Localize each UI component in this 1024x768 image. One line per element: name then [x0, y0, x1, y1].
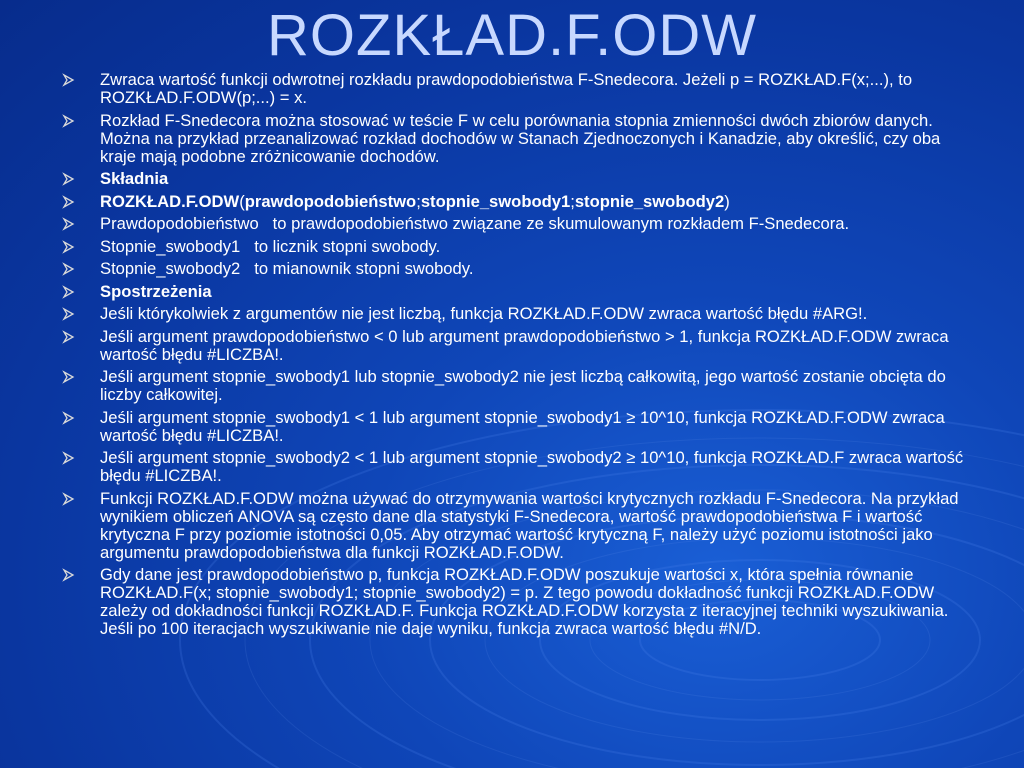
bullet-item-syntax — [62, 193, 967, 211]
bullet-item — [62, 305, 967, 323]
chevron-arrow-icon — [62, 330, 76, 344]
bullet-item — [62, 328, 967, 364]
chevron-arrow-icon — [62, 240, 76, 254]
argument-term: Stopnie_swobody2 — [100, 259, 241, 278]
bullet-text: Funkcji ROZKŁAD.F.ODW można używać do otrzymywania wartości krytycznych rozkładu F-Snedecora. Na przykład wynikiem obliczeń ANOVA są często dane dla statystyki F-Snedecora, wartość prawdopodobieństwa F i wartość krytyczna F przy poziomie istotności 0,05. Aby otrzymać wartość krytyczną F, należy użyć poziomu istotności jako argumentu prawdopodobieństwa dla funkcji ROZKŁAD.F.ODW. — [100, 488, 959, 562]
chevron-arrow-icon — [62, 285, 76, 299]
chevron-arrow-icon — [62, 568, 76, 582]
bullet-item — [62, 368, 967, 404]
bullet-text: Jeśli argument stopnie_swobody2 < 1 lub argument stopnie_swobody2 ≥ 10^10, funkcja ROZKŁAD.F zwraca wartość błędu #LICZBA!. — [100, 448, 964, 485]
chevron-arrow-icon — [62, 172, 76, 186]
argument-description: to licznik stopni swobody. — [254, 236, 441, 256]
argument-description: to prawdopodobieństwo związane ze skumulowanym rozkładem F-Snedecora. — [272, 214, 850, 233]
chevron-arrow-icon — [62, 451, 76, 465]
bullet-item-remarks-heading — [62, 283, 967, 301]
bullet-text: Jeśli którykolwiek z argumentów nie jest liczbą, funkcja ROZKŁAD.F.ODW zwraca wartość błędu #ARG!. — [100, 304, 868, 323]
bullet-text: Jeśli argument prawdopodobieństwo < 0 lub argument prawdopodobieństwo > 1, funkcja ROZKŁAD.F.ODW zwraca wartość błędu #LICZBA!. — [100, 326, 949, 364]
bullet-item — [62, 449, 967, 485]
bullet-text: Rozkład F-Snedecora można stosować w teście F w celu porównania stopnia zmienności dwóch zbiorów danych. Można na przykład przeanalizować rozkład dochodów w Stanach Zjednoczonych i Kanadzie, aby określić, czy oba kraje mają podobne zróżnicowanie dochodów. — [100, 110, 941, 166]
chevron-arrow-icon — [62, 73, 76, 87]
argument-term: Stopnie_swobody1 — [100, 236, 241, 256]
bullet-text: Jeśli argument stopnie_swobody1 < 1 lub argument stopnie_swobody1 ≥ 10^10, funkcja ROZKŁAD.F.ODW zwraca wartość błędu #LICZBA!. — [100, 407, 945, 445]
bullet-item-argument — [62, 260, 967, 278]
chevron-arrow-icon — [62, 307, 76, 321]
chevron-arrow-icon — [62, 114, 76, 128]
syntax-close-paren: ) — [724, 191, 730, 211]
bullet-item — [62, 566, 967, 638]
bullet-text: Gdy dane jest prawdopodobieństwo p, funkcja ROZKŁAD.F.ODW poszukuje wartości x, która spełnia równanie ROZKŁAD.F(x; stopnie_swobody1; stopnie_swobody2) = p. Z tego powodu dokładność funkcji ROZKŁAD.F.ODW zależy od dokładności funkcji ROZKŁAD.F. Funkcja ROZKŁAD.F.ODW korzysta z iteracyjnej techniki wyszukiwania. Jeśli po 100 iteracjach wyszukiwanie nie daje wyniku, funkcja zwraca wartość błędu #N/D. — [100, 565, 949, 638]
syntax-function-name: ROZKŁAD.F.ODW — [100, 191, 240, 211]
slide-title: ROZKŁAD.F.ODW — [267, 3, 757, 68]
syntax-arg-probability: prawdopodobieństwo — [244, 191, 417, 211]
bullet-text: Jeśli argument stopnie_swobody1 lub stopnie_swobody2 nie jest liczbą całkowitą, jego wartość zostanie obcięta do liczby całkowitej. — [100, 367, 946, 404]
syntax-arg-df2: stopnie_swobody2 — [574, 191, 725, 211]
bullet-item — [62, 112, 967, 166]
chevron-arrow-icon — [62, 492, 76, 506]
syntax-arg-df1: stopnie_swobody1 — [420, 191, 571, 211]
chevron-arrow-icon — [62, 217, 76, 231]
section-heading: Składnia — [100, 169, 169, 188]
chevron-arrow-icon — [62, 370, 76, 384]
chevron-arrow-icon — [62, 411, 76, 425]
bullet-item-argument — [62, 238, 967, 256]
bullet-item-argument — [62, 215, 967, 233]
bullet-item — [62, 409, 967, 445]
bullet-item-syntax-heading — [62, 170, 967, 188]
bullet-item — [62, 490, 967, 562]
syntax-separator: ; — [570, 191, 575, 211]
chevron-arrow-icon — [62, 262, 76, 276]
section-heading: Spostrzeżenia — [100, 281, 212, 301]
argument-description: to mianownik stopni swobody. — [254, 259, 474, 278]
bullet-text: Zwraca wartość funkcji odwrotnej rozkładu prawdopodobieństwa F-Snedecora. Jeżeli p = ROZKŁAD.F(x;...), to ROZKŁAD.F.ODW(p;...) = x. — [100, 70, 913, 107]
syntax-separator: ; — [416, 191, 421, 211]
syntax-open-paren: ( — [239, 191, 245, 211]
chevron-arrow-icon — [62, 195, 76, 209]
argument-term: Prawdopodobieństwo — [100, 214, 259, 233]
bullet-item — [62, 71, 967, 107]
bullet-list — [62, 71, 967, 643]
